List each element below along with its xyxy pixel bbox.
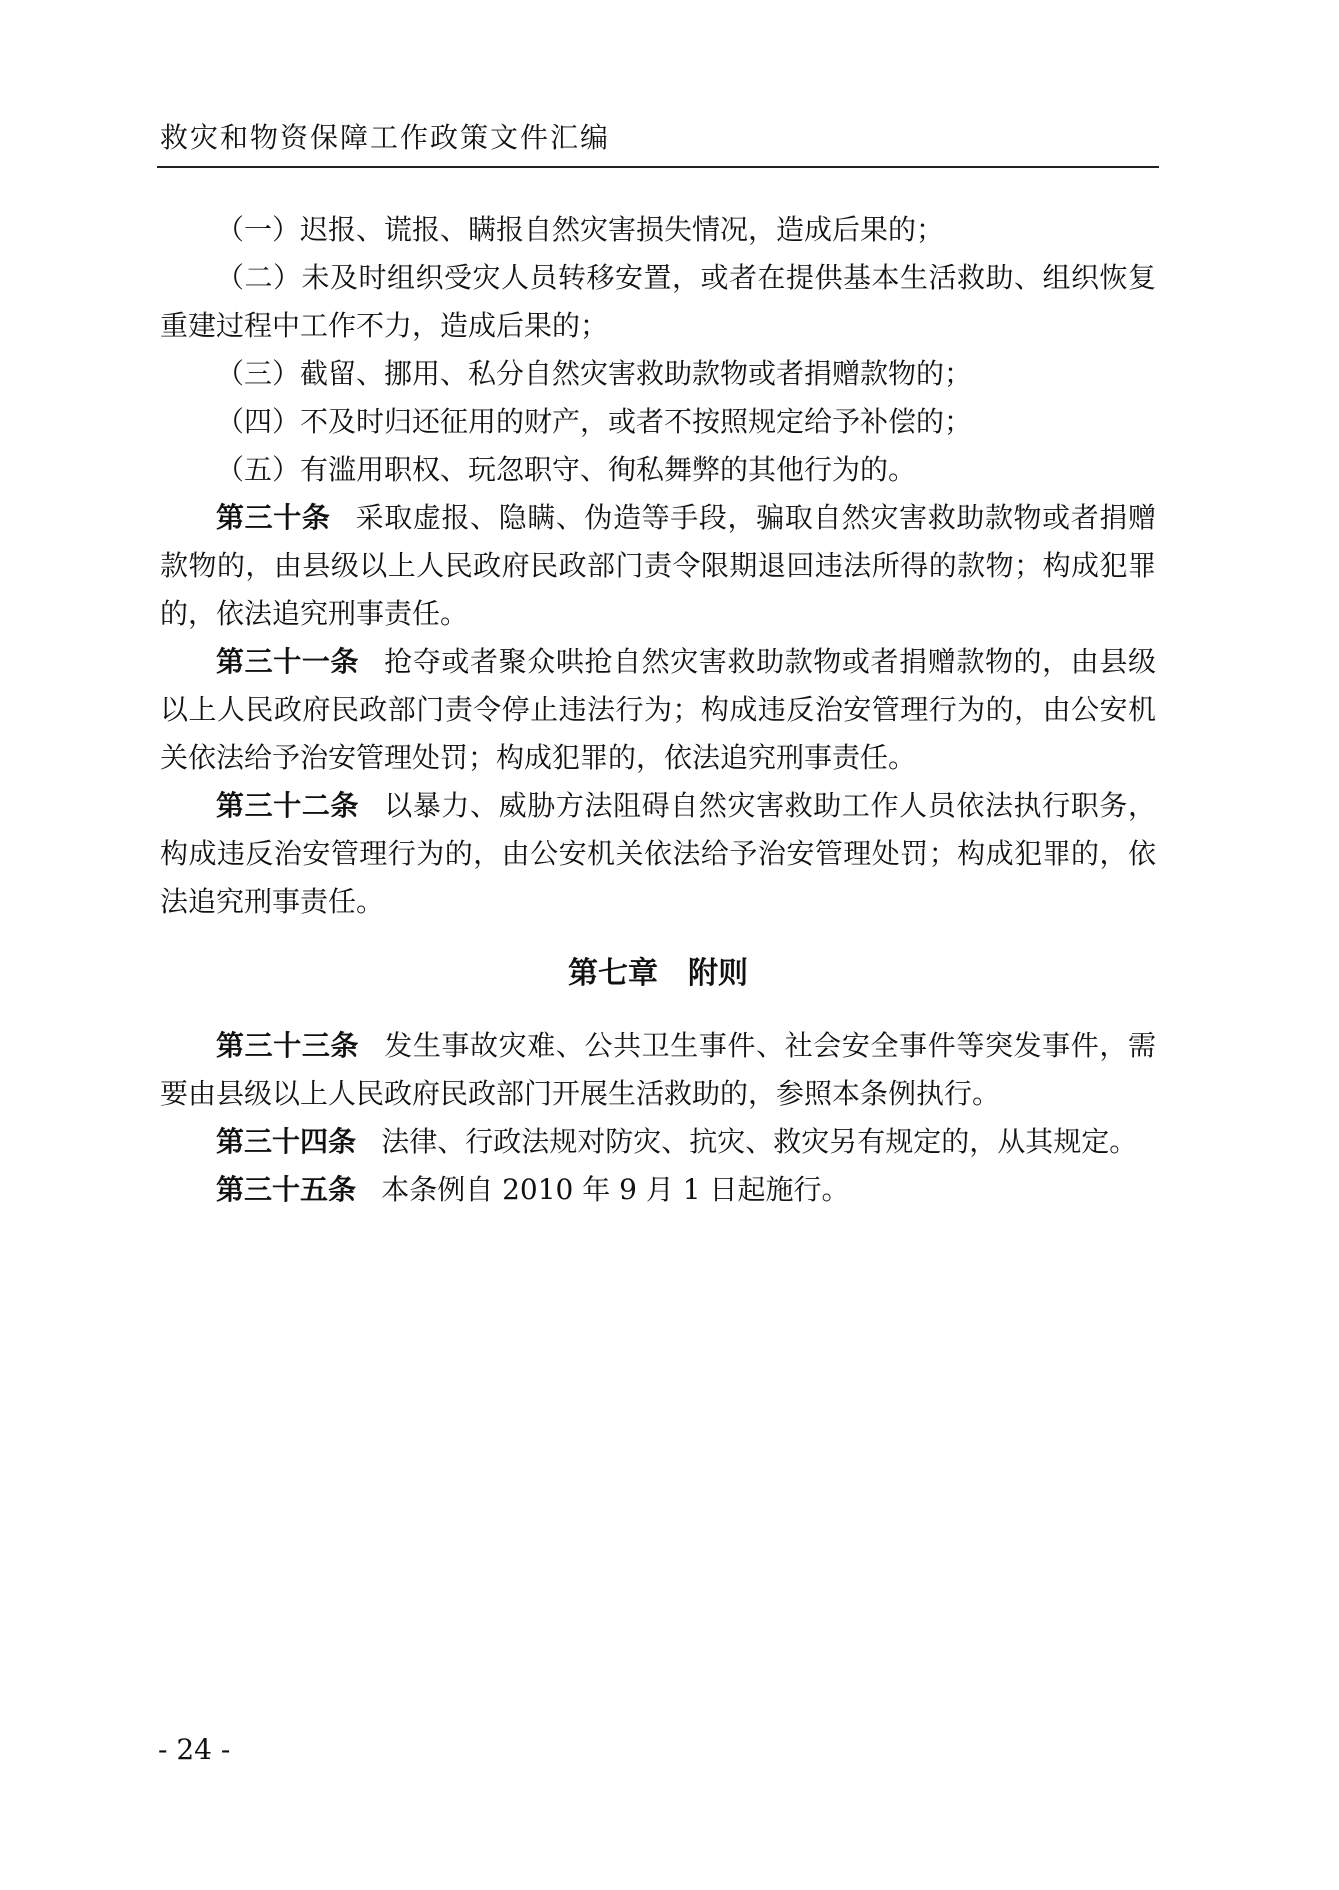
list-item-3: （三）截留、挪用、私分自然灾害救助款物或者捐赠款物的；: [216, 357, 973, 390]
article-number: 第三十四条: [216, 1125, 357, 1158]
list-item-2: （二）未及时组织受灾人员转移安置，或者在提供基本生活救助、组织恢复重建过程中工作不力，造成后果的；: [160, 261, 1156, 342]
article-number: 第三十三条: [216, 1029, 360, 1062]
article-text: 以暴力、威胁方法阻碍自然灾害救助工作人员依法执行职务，构成违反治安管理行为的，由公安机关依法给予治安管理处罚；构成犯罪的，依法追究刑事责任。: [160, 789, 1156, 918]
article-33: [160, 1022, 1156, 1118]
article-number: 第三十条: [216, 501, 331, 534]
article-32: [160, 782, 1156, 926]
article-text: 抢夺或者聚众哄抢自然灾害救助款物或者捐赠款物的，由县级以上人民政府民政部门责令停止违法行为；构成违反治安管理行为的，由公安机关依法给予治安管理处罚；构成犯罪的，依法追究刑事责任。: [160, 645, 1156, 774]
article-number: 第三十五条: [216, 1173, 357, 1206]
list-item-5: （五）有滥用职权、玩忽职守、徇私舞弊的其他行为的。: [216, 453, 917, 486]
list-item-4: （四）不及时归还征用的财产，或者不按照规定给予补偿的；: [216, 405, 973, 438]
article-30: [160, 494, 1156, 638]
article-35: [160, 1166, 1156, 1214]
article-31: [160, 638, 1156, 782]
article-text: 法律、行政法规对防灾、抗灾、救灾另有规定的，从其规定。: [381, 1125, 1138, 1158]
list-item-1: （一）迟报、谎报、瞒报自然灾害损失情况，造成后果的；: [216, 213, 945, 246]
header-rule: [157, 166, 1159, 168]
article-number: 第三十二条: [216, 789, 360, 822]
chapter-title: 第七章 附则: [568, 956, 748, 991]
page-number: - 24 -: [158, 1733, 231, 1766]
document-body: [160, 206, 1156, 1214]
running-header: 救灾和物资保障工作政策文件汇编: [160, 121, 611, 154]
article-34: [160, 1118, 1156, 1166]
article-text: 本条例自 2010 年 9 月 1 日起施行。: [381, 1173, 850, 1206]
article-text: 采取虚报、隐瞒、伪造等手段，骗取自然灾害救助款物或者捐赠款物的，由县级以上人民政府民政部门责令限期退回违法所得的款物；构成犯罪的，依法追究刑事责任。: [160, 501, 1156, 630]
article-number: 第三十一条: [216, 645, 360, 678]
article-text: 发生事故灾难、公共卫生事件、社会安全事件等突发事件，需要由县级以上人民政府民政部门开展生活救助的，参照本条例执行。: [160, 1029, 1156, 1110]
